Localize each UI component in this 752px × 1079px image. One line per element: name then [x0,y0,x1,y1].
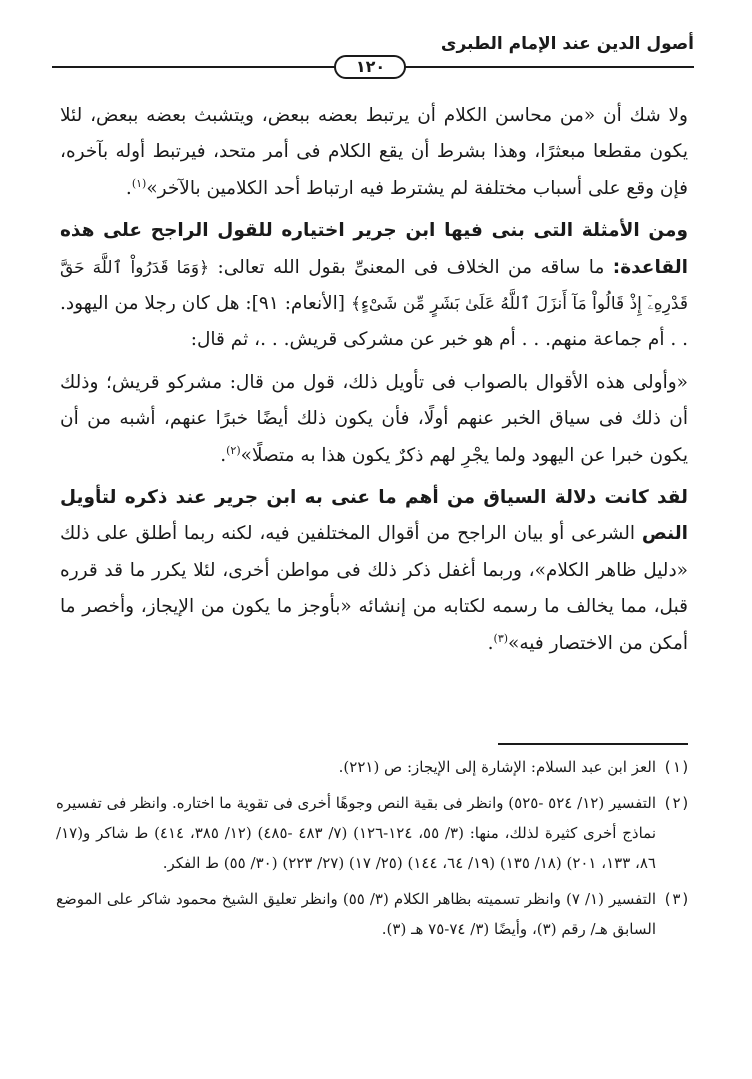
book-title: أصول الدين عند الإمام الطبرى [440,34,694,54]
footnote-number: (٢) [662,794,690,812]
paragraph-4-lead: لقد كانت دلالة السياق من أهم ما عنى به ابن جرير عند ذكره لتأويل النص [60,487,688,545]
main-text [60,98,688,668]
footnote-number: (٣) [662,890,690,908]
footnote-item [56,884,690,944]
paragraph-2 [60,213,688,359]
footnote-ref-2: (٢) [226,443,241,457]
running-header [52,28,694,80]
footnote-ref-1: (١) [131,176,147,190]
footnote-text: التفسير (١/ ٧) وانظر تسميته بظاهر الكلام (٣/ ٥٥) وانظر تعليق الشيخ محمود شاكر على الموضع السابق هـ/ رقم (٣)، وأيضًا (٣/ ٧٤-٧٥ هـ (٣). [56,890,657,938]
paragraph-4 [60,480,688,662]
paragraph-2-lead: ومن الأمثلة التى بنى فيها ابن جرير اختياره للقول الراجح على هذه القاعدة: [60,220,688,278]
footnote-item [56,788,690,878]
paragraph-2-text-a: ما ساقه من الخلاف فى المعنىِّ بقول الله تعالى: [217,256,605,278]
paragraph-1-end: . [125,177,132,199]
paragraph-3-end: . [220,444,227,466]
footnote-separator [498,743,688,745]
paragraph-1 [60,98,688,207]
page-number: ١٢٠ [334,55,406,79]
paragraph-1-text: ولا شك أن «من محاسن الكلام أن يرتبط بعضه ببعض، ويتشبث بعضه ببعض، لئلا يكون مقطعا مبعثرًا، وهذا بشرط أن يقع الكلام فى أمر متحد، فيرتبط أوله بآخره، فإن وقع على أسباب مختلفة لم يشترط فيه ارتباط أحد الكلامين بالآخر» [60,105,688,199]
footnotes [56,752,690,950]
footnote-number: (١) [662,758,690,776]
footnote-text: العز ابن عبد السلام: الإشارة إلى الإيجاز: ص (٢٢١). [338,758,656,776]
footnote-item [56,752,690,782]
paragraph-3 [60,365,688,474]
paragraph-3-text: «وأولى هذه الأقوال بالصواب فى تأويل ذلك، قول من قال: مشركو قريش؛ وذلك أن ذلك فى سياق الخبر عنهم أولًا، فأن يكون ذلك أيضًا خبرًا عنهم، أشبه من أن يكون خبرا عن اليهود ولما يجْرِ لهم ذكرٌ يكون هذا به متصلًا» [60,371,688,466]
paragraph-4-text: الشرعى أو بيان الراجح من أقوال المختلفين فيه، لكنه ربما أطلق على ذلك «دليل ظاهر الكلام»، وربما أغفل ذكر ذلك فى مواطن أخرى، لئلا يكرر ما قد قرره قبل، مما يخالف ما رسمه لكتابه من إنشائه «بأوجز ما يكون من الإيجاز، وأخصر ما أمكن من الاختصار فيه» [60,523,688,654]
footnote-text: التفسير (١٢/ ٥٢٤ -٥٢٥) وانظر فى بقية النص وجوهًا أخرى فى تقوية ما اختاره. وانظر فى تفسيره نماذج أخرى كثيرة لذلك، منها: (٣/ ٥٥، ١٢٤-١٢٦) (٧/ ٤٨٣ -٤٨٥) (١٢/ ٣٨٥، ٤١٤) ط شاكر و(١٧/ ٨٦، ١٣٣، ٢٠١) (١٨/ ١٣٥) (١٩/ ٦٤، ١٤٤) (٢٥/ ١٧) (٢٧/ ٢٢٣) (٣٠/ ٥٥) ط الفكر. [56,794,657,872]
footnote-ref-3: (٣) [493,631,509,645]
quran-verse: ﴿وَمَا قَدَرُواْ ٱللَّهَ حَقَّ قَدْرِهِۦٓ إِذْ قَالُواْ مَآ أَنزَلَ ٱللَّهُ عَلَىٰ بَشَرٍ مِّن شَىْءٍ﴾ [60,257,688,315]
paragraph-4-end: . [487,632,494,654]
paragraph-2-text-b: [الأنعام: ٩١]: هل كان رجلا من اليهود. . . أم جماعة منهم. . . أم هو خبر عن مشركى قريش. . .، ثم قال: [60,293,688,351]
